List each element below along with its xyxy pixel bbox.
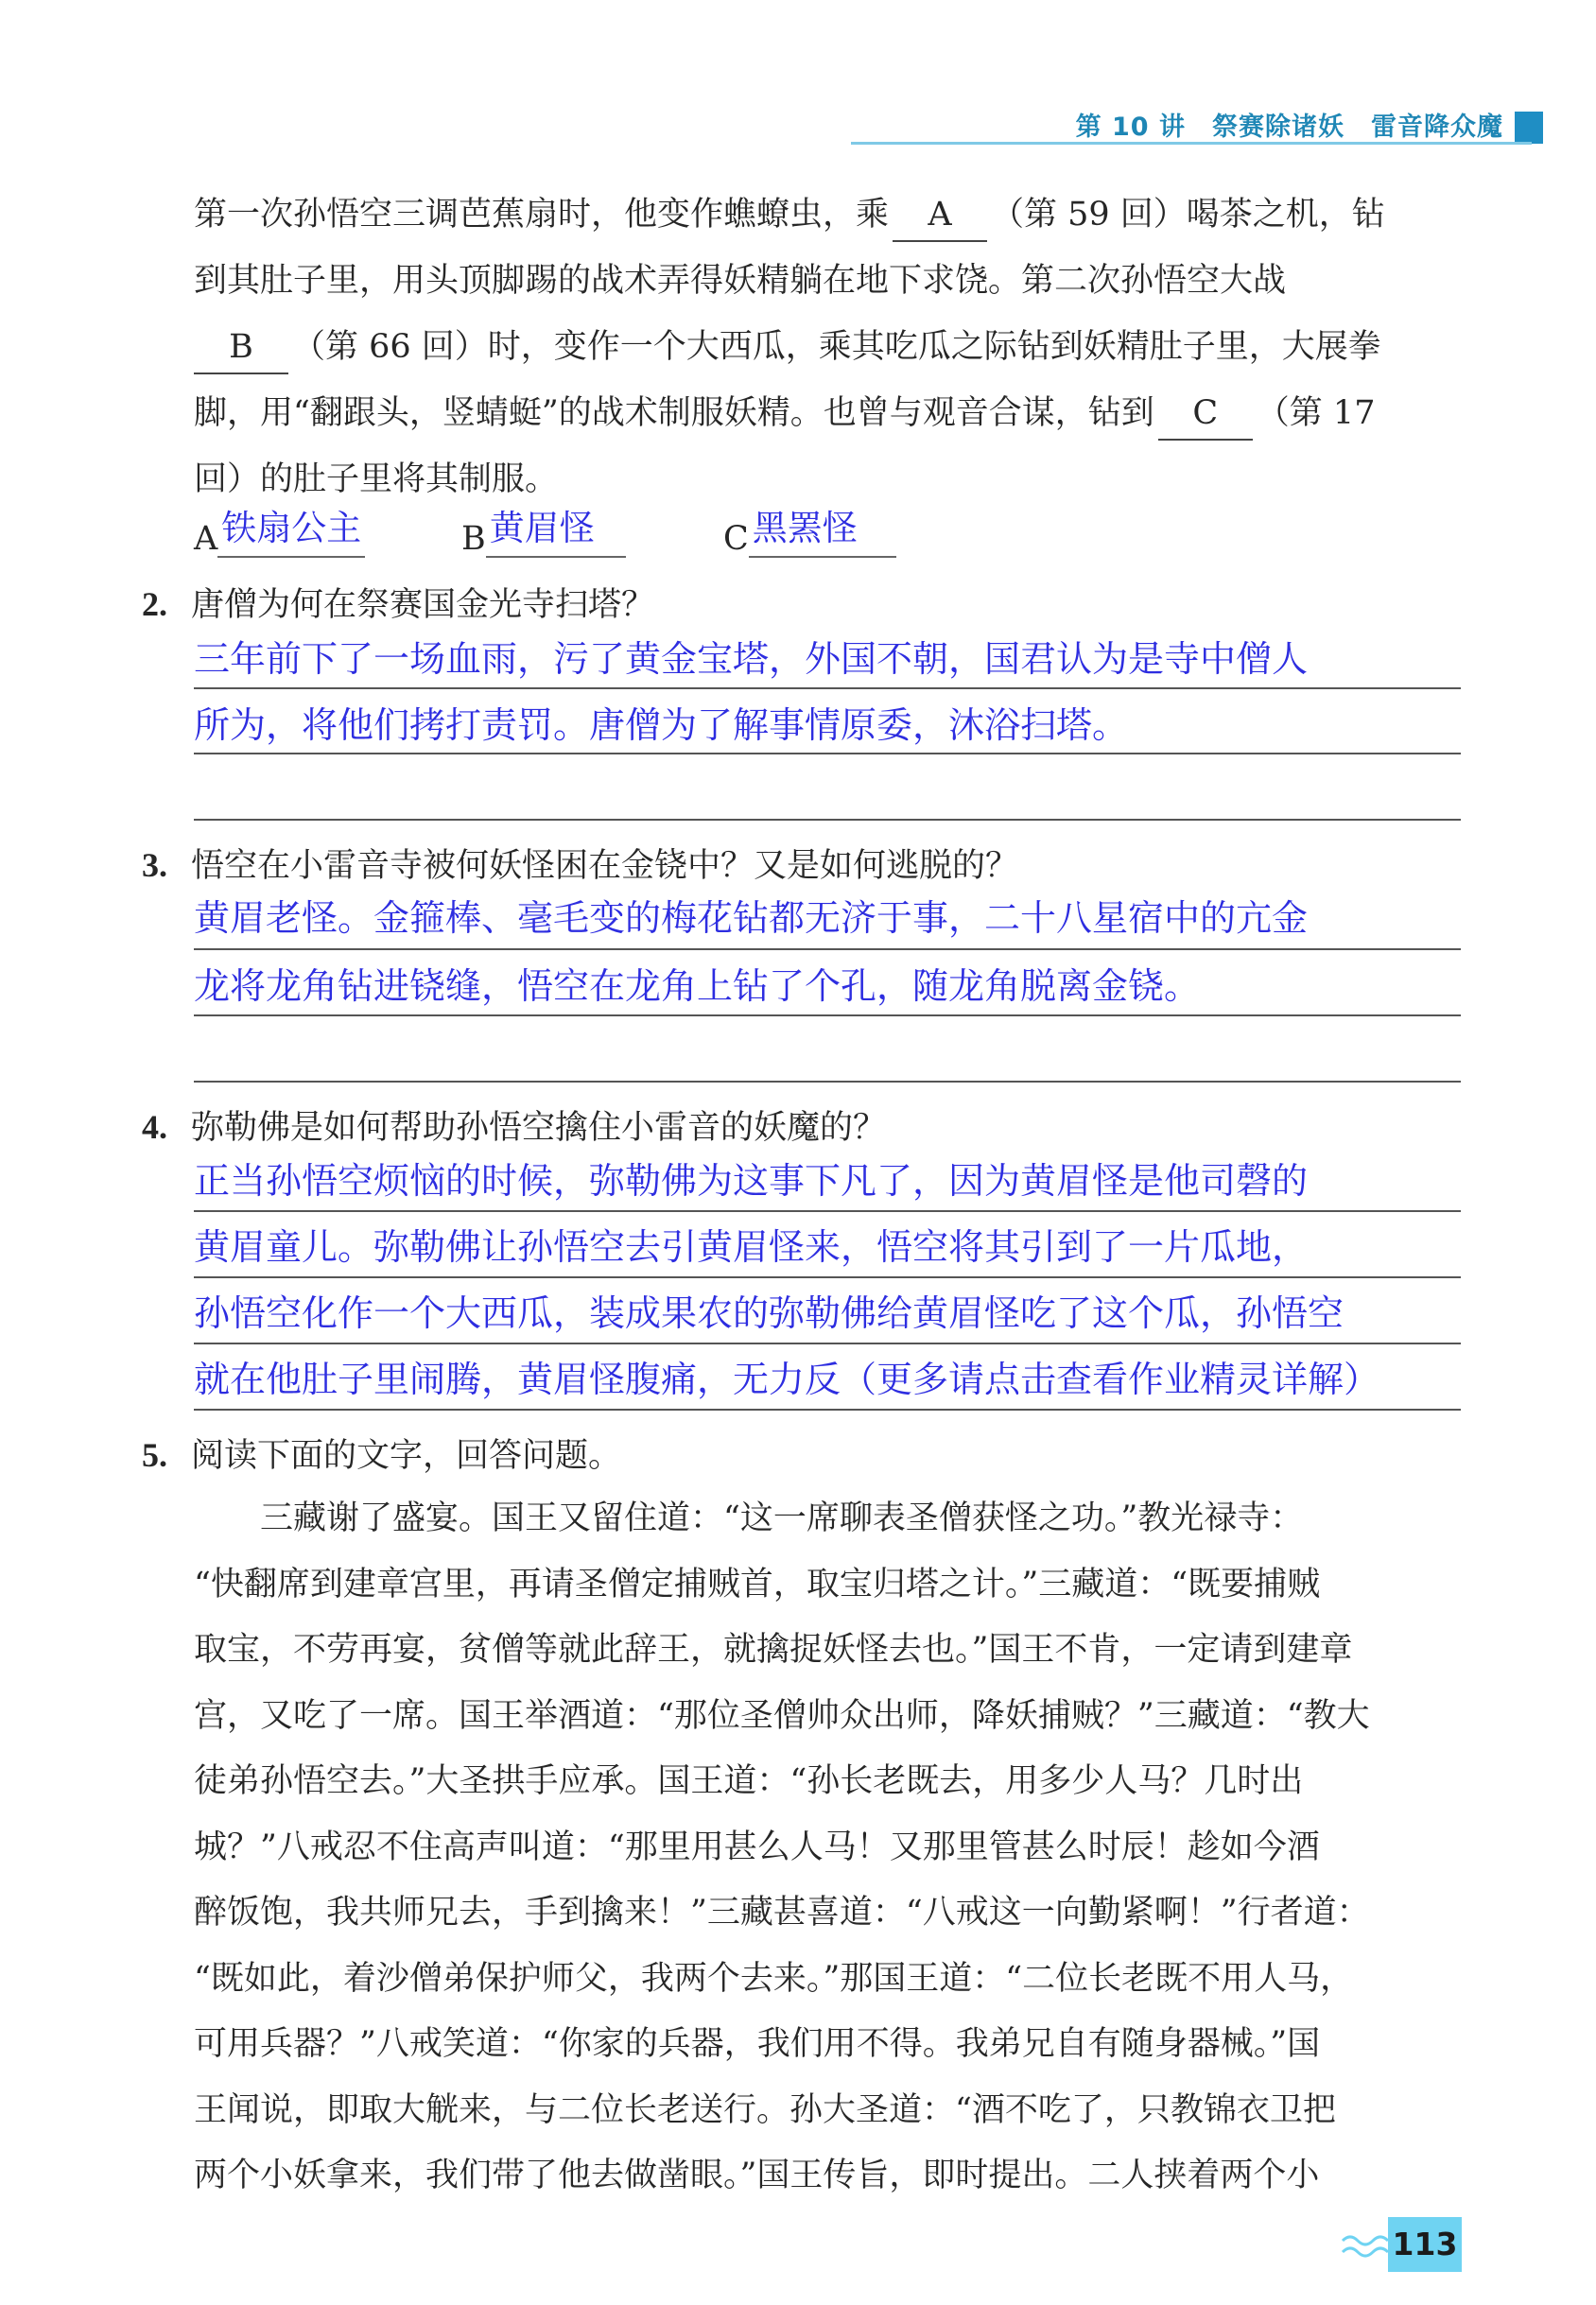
passage-line: 宫，又吃了一席。国王举酒道：“那位圣僧帅众出师，降妖捕贼？”三藏道：“教大 (194, 1696, 1370, 1735)
answer-rule (194, 1343, 1461, 1344)
q1-text: （第 59 回）喝茶之机，钻 (991, 196, 1385, 234)
q2-question (142, 579, 654, 626)
q1-choice-a (194, 499, 365, 558)
q1-text: 到其肚子里，用头顶脚踢的战术弄得妖精躺在地下求饶。第二次孙悟空大战 (194, 262, 1287, 300)
q4-answer-line-2: 黄眉童儿。弥勒佛让孙悟空去引黄眉怪来，悟空将其引到了一片瓜地， (194, 1226, 1309, 1268)
passage-line: 三藏谢了盛宴。国王又留住道：“这一席聊表圣僧获怪之功。”教光禄寺： (194, 1499, 1304, 1537)
header-marker-block (1515, 112, 1543, 144)
q1-blank-c: C (1158, 388, 1253, 441)
passage-line: 徒弟孙悟空去。”大圣拱手应承。国王道：“孙长老既去，用多少人马？几时出 (194, 1762, 1304, 1800)
answer-rule (194, 687, 1461, 689)
q3-question (142, 840, 1018, 887)
answer-rule (194, 1081, 1461, 1083)
q1-line-3 (194, 314, 1470, 380)
answer-rule (194, 1409, 1461, 1411)
answer-rule (194, 1210, 1461, 1212)
q1-blank-b: B (194, 321, 288, 374)
answer-rule (194, 819, 1461, 821)
reading-passage (194, 1486, 1466, 2210)
header-rule (851, 142, 1532, 145)
q1-line-2 (194, 248, 1470, 314)
chapter-header: 第 10 讲 祭赛除诸妖 雷音降众魔 (1075, 113, 1503, 142)
question-number: 3. (142, 846, 167, 884)
question-text: 悟空在小雷音寺被何妖怪困在金铙中？又是如何逃脱的？ (191, 847, 1019, 885)
answer-rule (194, 753, 1461, 754)
q1-text: 脚，用“翻跟头，竖蜻蜓”的战术制服妖精。也曾与观音合谋，钻到 (194, 394, 1154, 432)
q1-text: 第一次孙悟空三调芭蕉扇时，他变作蟭蟟虫，乘 (194, 196, 890, 234)
question-text: 唐僧为何在祭赛国金光寺扫塔？ (191, 586, 655, 624)
passage-line: “快翻席到建章宫里，再请圣僧定捕贼首，取宝归塔之计。”三藏道：“既要捕贼 (194, 1565, 1321, 1603)
q1-line-1 (194, 182, 1470, 248)
passage-line: 城？”八戒忍不住高声叫道：“那里用甚么人马！又那里管甚么时辰！趁如今酒 (194, 1828, 1320, 1866)
q3-answer-line-2: 龙将龙角钻进铙缝，悟空在龙角上钻了个孔，随龙角脱离金铙。 (194, 965, 1201, 1007)
question-number: 2. (142, 585, 167, 623)
question-text: 阅读下面的文字，回答问题。 (191, 1437, 622, 1475)
answer-rule (194, 1014, 1461, 1016)
q1-blank-a: A (893, 189, 987, 242)
answer-rule (194, 1276, 1461, 1278)
q5-question (142, 1430, 621, 1477)
choice-label: B (461, 520, 486, 558)
q1-line-4 (194, 380, 1470, 446)
q4-answer-line-3: 孙悟空化作一个大西瓜，装成果农的弥勒佛给黄眉怪吃了这个瓜，孙悟空 (194, 1292, 1344, 1334)
page-number: 113 (1388, 2217, 1462, 2272)
q4-question (142, 1101, 886, 1149)
passage-line: “既如此，着沙僧弟保护师父，我两个去来。”那国王道：“二位长老既不用人马， (194, 1959, 1354, 1998)
passage-line: 取宝，不劳再宴，贫僧等就此辞王，就擒捉妖怪去也。”国王不肯，一定请到建章 (194, 1631, 1353, 1669)
passage-line: 王闻说，即取大觥来，与二位长老送行。孙大圣道：“酒不吃了，只教锦衣卫把 (194, 2090, 1336, 2129)
choice-answer: 黄眉怪 (486, 499, 626, 558)
q2-answer-line-2: 所为，将他们拷打责罚。唐僧为了解事情原委，沐浴扫塔。 (194, 704, 1129, 746)
q1-text: （第 66 回）时，变作一个大西瓜，乘其吃瓜之际钻到妖精肚子里，大展拳 (292, 328, 1381, 366)
choice-label: A (194, 520, 218, 558)
page-number-wave-icon (1341, 2229, 1388, 2263)
q4-answer-line-4: 就在他肚子里闹腾，黄眉怪腹痛，无力反（更多请点击查看作业精灵详解） (194, 1359, 1380, 1400)
q1-choice-c (723, 499, 896, 558)
passage-line: 两个小妖拿来，我们带了他去做凿眼。”国王传旨，即时提出。二人挟着两个小 (194, 2157, 1320, 2194)
q2-answer-line-1: 三年前下了一场血雨，污了黄金宝塔，外国不朝，国君认为是寺中僧人 (194, 638, 1309, 680)
q1-text: （第 17 (1256, 394, 1376, 432)
question-number: 5. (142, 1436, 167, 1474)
q4-answer-line-1: 正当孙悟空烦恼的时候，弥勒佛为这事下凡了，因为黄眉怪是他司磬的 (194, 1160, 1309, 1202)
passage-line: 可用兵器？”八戒笑道：“你家的兵器，我们用不得。我弟兄自有随身器械。”国 (194, 2025, 1321, 2063)
answer-rule (194, 948, 1461, 950)
question-text: 弥勒佛是如何帮助孙悟空擒住小雷音的妖魔的？ (191, 1109, 887, 1147)
choice-label: C (723, 520, 749, 558)
q3-answer-line-1: 黄眉老怪。金箍棒、毫毛变的梅花钻都无济于事，二十八星宿中的亢金 (194, 897, 1309, 939)
q1-choice-b (461, 499, 626, 558)
choice-answer: 黑罴怪 (749, 499, 896, 558)
q1-text: 回）的肚子里将其制服。 (194, 460, 559, 498)
question-number: 4. (142, 1108, 167, 1146)
passage-line: 醉饭饱，我共师兄去，手到擒来！”三藏甚喜道：“八戒这一向勤紧啊！”行者道： (194, 1894, 1370, 1932)
choice-answer: 铁扇公主 (217, 499, 365, 558)
